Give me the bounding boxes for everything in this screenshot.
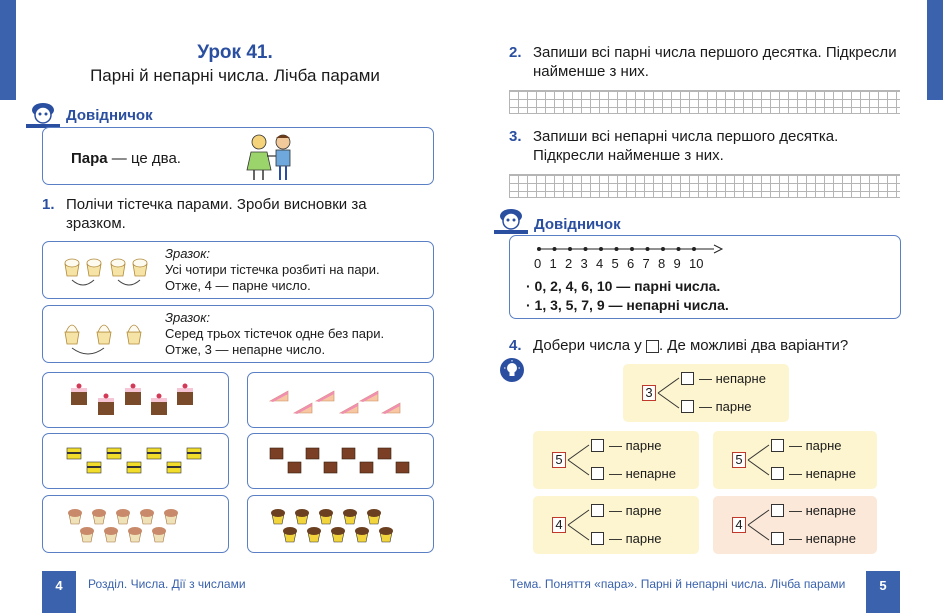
branch-label-bottom: — непарне [789, 531, 856, 546]
branch-arrows [567, 506, 591, 544]
sample-box-2 [42, 305, 434, 363]
branch-arrows [747, 506, 771, 544]
numberline-labels [534, 256, 707, 271]
answer-box[interactable] [591, 532, 604, 545]
pastry-box-6 [247, 495, 434, 553]
answer-box[interactable] [591, 439, 604, 452]
answer-box[interactable] [771, 439, 784, 452]
sample2-line1: Серед трьох тістечок одне без пари. [165, 326, 385, 341]
nl-label: 9 [673, 256, 681, 271]
pastry-box-1 [42, 372, 229, 428]
branch-arrows [747, 441, 771, 479]
nl-label: 7 [642, 256, 650, 271]
brown-cakes-illustration [248, 434, 433, 488]
even-numbers-line: · 0, 2, 4, 6, 10 — парні числа. [526, 278, 721, 294]
nl-label: 6 [627, 256, 635, 271]
branch-label-top: — парне [609, 438, 662, 453]
branch-row-top [591, 438, 662, 453]
branch-arrows [567, 441, 591, 479]
branch-label-top: — парне [789, 438, 842, 453]
mascot-icon-2 [492, 206, 530, 236]
numberline-box [509, 235, 901, 319]
writing-grid-2[interactable] [509, 174, 900, 198]
task4-text-after: . Де можливі два варіанти? [658, 337, 849, 354]
branch-panel-3 [713, 431, 877, 489]
pastry-box-5 [42, 495, 229, 553]
branch-source-number: 4 [552, 517, 566, 533]
nl-label: 0 [534, 256, 542, 271]
branch-label-bottom: — парне [699, 399, 752, 414]
task1-number: 1. [42, 196, 55, 213]
pastry-box-3 [42, 433, 229, 489]
branch-label-bottom: — непарне [609, 466, 676, 481]
branch-source-number: 4 [732, 517, 746, 533]
task3-number: 3. [509, 128, 522, 145]
lesson-subtitle: Парні й непарні числа. Лічба парами [90, 66, 380, 85]
pink-cake-slices-illustration [248, 373, 433, 427]
branch-source-number: 3 [642, 385, 656, 401]
branch-row-top [771, 503, 856, 518]
answer-box[interactable] [771, 532, 784, 545]
task1-text: Полічи тістечка парами. Зроби висновки за зразком. [66, 196, 367, 232]
branch-row-bottom [591, 531, 662, 546]
branch-row-top [591, 503, 662, 518]
branch-row-top [681, 371, 766, 386]
task4-text [533, 336, 848, 355]
hint-heading-2: Довідничок [534, 216, 621, 233]
left-page-number: 4 [42, 571, 76, 613]
definition-rest: — це два. [107, 150, 181, 167]
answer-box[interactable] [591, 504, 604, 517]
three-cupcakes-illustration [61, 318, 151, 358]
chocolate-cakes-illustration [43, 373, 228, 427]
branch-label-top: — непарне [699, 371, 766, 386]
task4-text-before: Добери числа у [533, 337, 642, 354]
branch-row-bottom [771, 466, 856, 481]
empty-box-icon [646, 340, 659, 353]
left-footer-text: Розділ. Числа. Дії з числами [88, 577, 246, 591]
hint-heading: Довідничок [66, 107, 153, 124]
answer-box[interactable] [771, 467, 784, 480]
answer-box[interactable] [771, 504, 784, 517]
branch-panel-1 [623, 364, 789, 422]
task2-number: 2. [509, 44, 522, 61]
nl-label: 8 [658, 256, 666, 271]
right-footer-text: Тема. Поняття «пара». Парні й непарні числа. Лічба парами [510, 577, 846, 591]
sample1-line2: Отже, 4 — парне число. [165, 278, 311, 293]
branch-label-top: — непарне [789, 503, 856, 518]
sample-box-1 [42, 241, 434, 299]
branch-label-bottom: — непарне [789, 466, 856, 481]
writing-grid-1[interactable] [509, 90, 900, 114]
pastry-box-2 [247, 372, 434, 428]
definition-text [71, 150, 181, 167]
branch-source-number: 5 [732, 452, 746, 468]
task2-text: Запиши всі парні числа першого десятка. Підкресли найменше з них. [533, 44, 897, 80]
nl-label: 5 [611, 256, 619, 271]
sample2-line2: Отже, 3 — непарне число. [165, 342, 326, 357]
task3-text: Запиши всі непарні числа першого десятка. Підкресли найменше з них. [533, 128, 839, 164]
nl-label: 4 [596, 256, 604, 271]
definition-box [42, 127, 434, 185]
muffins-illustration [43, 496, 228, 552]
four-cupcakes-illustration [61, 256, 161, 292]
right-page-edge-tab [927, 0, 943, 100]
definition-term: Пара [71, 150, 108, 167]
yellow-cakes-illustration [43, 434, 228, 488]
branch-panel-4 [533, 496, 699, 554]
right-page-number: 5 [866, 571, 900, 613]
pair-of-children-illustration [241, 132, 301, 182]
sample1-label: Зразок: [165, 246, 211, 261]
task4-number: 4. [509, 337, 522, 354]
nl-label: 10 [689, 256, 704, 271]
nl-label: 1 [549, 256, 557, 271]
branch-row-bottom [591, 466, 676, 481]
answer-box[interactable] [591, 467, 604, 480]
branch-panel-5 [713, 496, 877, 554]
answer-box[interactable] [681, 372, 694, 385]
branch-row-top [771, 438, 842, 453]
branch-panel-2 [533, 431, 699, 489]
lightbulb-icon [500, 358, 524, 382]
branch-arrows [657, 374, 681, 412]
branch-label-bottom: — парне [609, 531, 662, 546]
branch-row-bottom [681, 399, 752, 414]
nl-label: 3 [580, 256, 588, 271]
number-line [534, 242, 724, 256]
branch-row-bottom [771, 531, 856, 546]
striped-muffins-illustration [248, 496, 433, 552]
lesson-title: Урок 41. [197, 42, 273, 63]
sample2-label: Зразок: [165, 310, 211, 325]
odd-numbers-line: · 1, 3, 5, 7, 9 — непарні числа. [526, 297, 729, 313]
branch-label-top: — парне [609, 503, 662, 518]
nl-label: 2 [565, 256, 573, 271]
mascot-icon [24, 100, 62, 130]
pastry-box-4 [247, 433, 434, 489]
answer-box[interactable] [681, 400, 694, 413]
branch-source-number: 5 [552, 452, 566, 468]
sample1-line1: Усі чотири тістечка розбиті на пари. [165, 262, 380, 277]
